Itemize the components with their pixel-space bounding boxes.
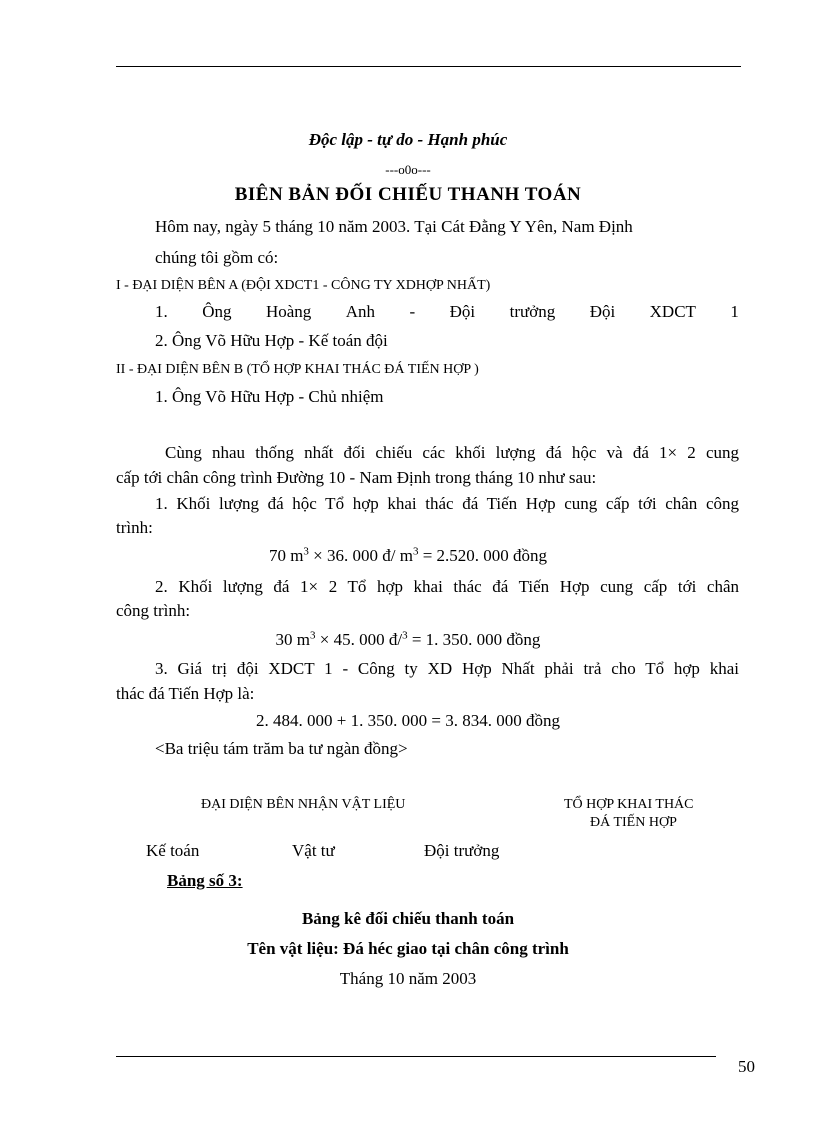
table-period: Tháng 10 năm 2003 xyxy=(339,969,477,988)
agree-line-1: Cùng nhau thống nhất đối chiếu các khối lượng đá hộc và đá 1× 2 cung xyxy=(165,443,739,462)
header-rule xyxy=(116,66,741,67)
item-2-line-2: công trình: xyxy=(116,601,191,620)
party-a-member-1-word: 1 xyxy=(730,302,739,321)
footer-rule xyxy=(116,1056,716,1057)
party-a-member-1-word: Anh xyxy=(345,302,376,321)
party-a-member-2: 2. Ông Võ Hữu Hợp - Kế toán đội xyxy=(155,331,388,350)
party-a-member-1-word: - xyxy=(409,302,416,321)
party-a-heading: I - ĐẠI DIỆN BÊN A (ĐỘI XDCT1 - CÔNG TY XDHỢP NHẤT) xyxy=(116,278,491,293)
role-team-leader: Đội trưởng xyxy=(424,841,500,860)
role-accountant: Kế toán xyxy=(146,841,200,860)
item-3-line-1: 3. Giá trị đội XDCT 1 - Công ty XD Hợp Nhất phải trả cho Tổ hợp khai xyxy=(155,659,739,678)
party-a-member-1-word: Ông xyxy=(202,302,232,321)
document-title: BIÊN BẢN ĐỐI CHIẾU THANH TOÁN xyxy=(234,184,582,205)
motto: Độc lập - tự do - Hạnh phúc xyxy=(308,130,508,149)
party-a-member-1 xyxy=(155,302,739,322)
item-2-calculation: 30 $m^3 \times 45$. 000 đ/$^3$ = 1. 350. 000 đồng xyxy=(275,629,541,649)
party-a-member-1-word: XDCT xyxy=(649,302,696,321)
separator: ---o0o--- xyxy=(385,162,431,177)
party-a-member-1-word: Hoàng xyxy=(265,302,312,321)
table-material: Tên vật liệu: Đá héc giao tại chân công trình xyxy=(247,939,569,958)
item-3-line-2: thác đá Tiến Hợp là: xyxy=(116,684,255,703)
item-2-line-1: 2. Khối lượng đá 1× 2 Tổ hợp khai thác đá Tiến Hợp cung cấp tới chân xyxy=(155,577,739,596)
party-a-member-1-word: 1. xyxy=(155,302,168,321)
party-b-heading: II - ĐẠI DIỆN BÊN B (TỔ HỢP KHAI THÁC ĐÁ TIẾN HỢP ) xyxy=(116,362,479,377)
party-a-member-1-word: trưởng xyxy=(509,302,556,321)
page-number: 50 xyxy=(738,1057,755,1076)
item-1-calculation: 70 $m^3 \times 36$. 000 đ/ $m^3 = 2.520$. 000 đồng xyxy=(268,545,548,565)
role-materials: Vật tư xyxy=(292,841,335,860)
intro-line-2: chúng tôi gồm có: xyxy=(155,248,279,267)
intro-line-1: Hôm nay, ngày 5 tháng 10 năm 2003. Tại Cát Đằng Y Yên, Nam Định xyxy=(155,217,633,236)
party-b-member-1: 1. Ông Võ Hữu Hợp - Chủ nhiệm xyxy=(155,387,384,406)
item-3-calculation: 2. 484. 000 + 1. 350. 000 = 3. 834. 000 đồng xyxy=(256,711,560,730)
signature-right-title-2: ĐÁ TIẾN HỢP xyxy=(590,815,677,830)
party-a-member-1-word: Đội xyxy=(449,302,476,321)
signature-left-title: ĐẠI DIỆN BÊN NHẬN VẬT LIỆU xyxy=(201,797,406,812)
amount-in-words: <Ba triệu tám trăm ba tư ngàn đồng> xyxy=(155,739,408,758)
agree-line-2: cấp tới chân công trình Đường 10 - Nam Định trong tháng 10 như sau: xyxy=(116,468,597,487)
signature-right-title-1: TỔ HỢP KHAI THÁC xyxy=(564,797,694,812)
item-1-line-1: 1. Khối lượng đá hộc Tổ hợp khai thác đá Tiến Hợp cung cấp tới chân công xyxy=(155,494,739,513)
table-label: Bảng số 3: xyxy=(167,871,243,890)
party-a-member-1-word: Đội xyxy=(589,302,616,321)
item-1-line-2: trình: xyxy=(116,518,153,537)
table-title: Bảng kê đối chiếu thanh toán xyxy=(301,909,515,928)
